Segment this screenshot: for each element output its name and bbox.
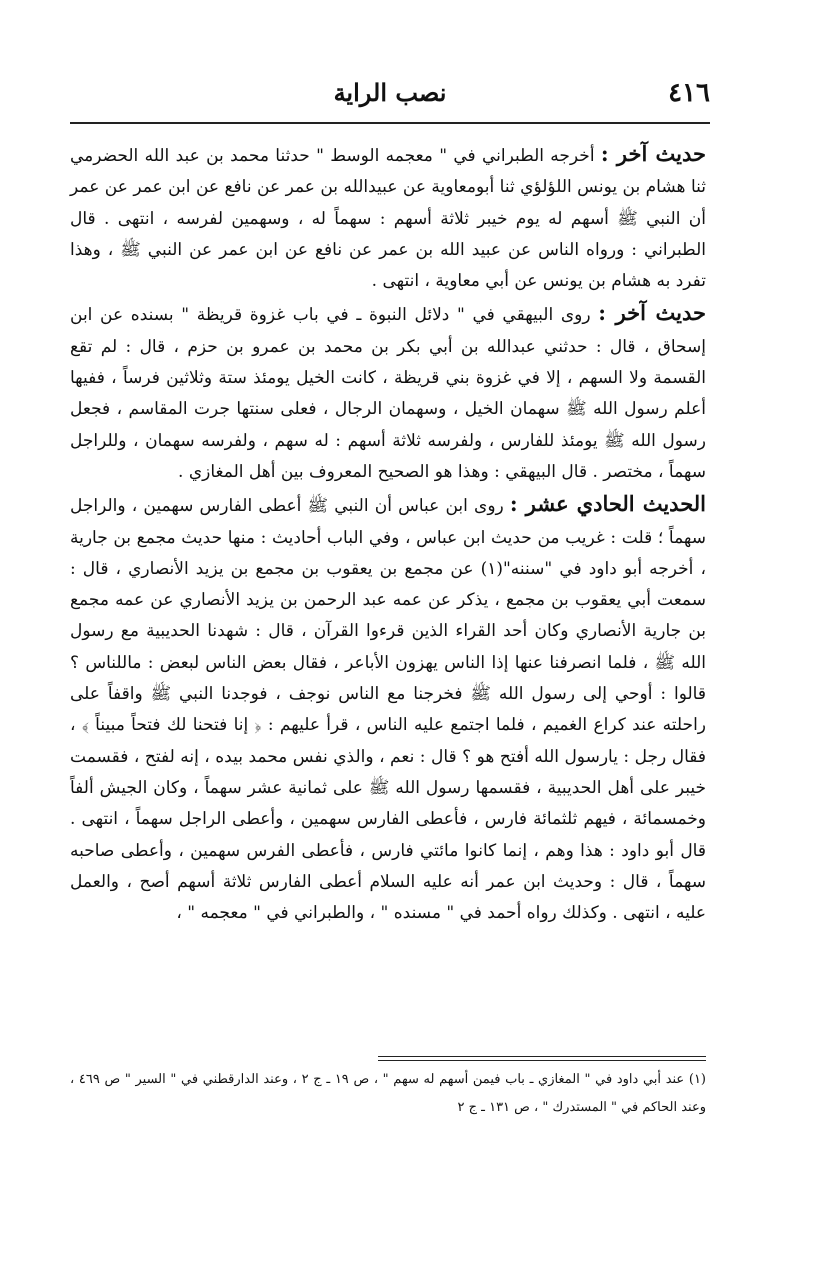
- page-header: [70, 78, 710, 114]
- paragraph-hadith-bayhaqi: [70, 297, 706, 488]
- book-title: نصب الراية: [333, 78, 447, 107]
- paragraph-heading: الحديث الحادي عشر :: [509, 491, 706, 517]
- footnote: (١) عند أبي داود في " المغازي ـ باب فيمن أسهم له سهم " ، ص ١٩ ـ ج ٢ ، وعند الدارقطني في " السير " ص ٤٦٩ ، وعند الحاكم في " المستدرك " ، ص ١٣١ ـ ج ٢: [70, 1072, 706, 1115]
- footnote-divider: [378, 1060, 706, 1061]
- paragraph-heading: حديث آخر :: [598, 300, 707, 326]
- paragraph-body: روى البيهقي في " دلائل النبوة ـ في باب غزوة قريظة " بسنده عن ابن إسحاق ، قال : حدثني عبدالله بن أبي بكر بن محمد بن عمرو بن حزم ، قال : لم تقع القسمة ولا السهم ، إلا في غزوة بني قريظة ، كانت الخيل يومئذ ستة وثلاثين فرساً ، ففيها أعلم رسول الله ﷺ سهمان الخيل ، وسهمان الرجال ، فعلى سنتها جرت المقاسم ، فجعل رسول الله ﷺ يومئذ للفارس ، ولفرسه ثلاثة أسهم : له سهم ، ولفرسه سهمان ، وللراجل سهماً ، مختصر . قال البيهقي : وهذا هو الصحيح المعروف بين أهل المغازي .: [70, 305, 706, 482]
- header-rule: [70, 122, 710, 124]
- paragraph-body: أخرجه الطبراني في " معجمه الوسط " حدثنا محمد بن عبد الله الحضرمي ثنا هشام بن يونس اللؤلؤي ثنا أبومعاوية عن عبيدالله بن عمر عن نافع عن ابن عمر عن عمر أن النبي ﷺ أسهم له يوم خيبر ثلاثة أسهم : سهماً له ، وسهمين لفرسه ، انتهى . قال الطبراني : ورواه الناس عن عبيد الله بن عمر عن نافع عن ابن عمر عن النبي ﷺ ، وهذا تفرد به هشام بن يونس عن أبي معاوية ، انتهى .: [70, 146, 706, 292]
- footnote-divider: [378, 1056, 706, 1057]
- paragraph-body: روى ابن عباس أن النبي ﷺ أعطى الفارس سهمين ، والراجل سهماً ؛ قلت : غريب من حديث ابن عباس ، وفي الباب أحاديث : منها حديث مجمع بن جارية ، أخرجه أبو داود في "سننه"(١) عن مجمع بن يعقوب بن مجمع بن يزيد الأنصاري ، قال : سمعت أبي يعقوب بن مجمع ، يذكر عن عمه عبد الرحمن بن يزيد الأنصاري عن عمه مجمع بن جارية الأنصاري وكان أحد القراء الذين قرءوا القرآن ، قال : شهدنا الحديبية مع رسول الله ﷺ ، فلما انصرفنا عنها إذا الناس يهزون الأباعر ، فقال بعض الناس لبعض : ماللناس ؟ قالوا : أوحي إلى رسول الله ﷺ فخرجنا مع الناس نوجف ، فوجدنا النبي ﷺ واقفاً على راحلته عند كراع الغميم ، فلما اجتمع عليه الناس ، قرأ عليهم : ﴿ إنا فتحنا لك فتحاً مبيناً ﴾ ، فقال رجل : يارسول الله أفتح هو ؟ قال : نعم ، والذي نفس محمد بيده ، إنه لفتح ، فقسمت خيبر على أهل الحديبية ، فقسمها رسول الله ﷺ على ثمانية عشر سهماً ، وكان الجيش ألفاً وخمسمائة ، فيهم ثلثمائة فارس ، فأعطى الفارس سهمين ، وأعطى الراجل سهماً ، انتهى . قال أبو داود : هذا وهم ، إنما كانوا مائتي فارس ، فأعطى الفرس سهمين ، وأعطى صاحبه سهماً ، قال : وحديث ابن عمر أنه عليه السلام أعطى الفارس ثلاثة أسهم أصح ، والعمل عليه ، انتهى . وكذلك رواه أحمد في " مسنده " ، والطبراني في " معجمه " ،: [70, 496, 706, 924]
- paragraph-hadith-tabarani: [70, 138, 706, 297]
- paragraph-heading: حديث آخر :: [600, 141, 706, 166]
- main-text: [70, 138, 706, 929]
- page-number: ٤١٦: [668, 78, 710, 108]
- paragraph-hadith-eleventh: [70, 488, 706, 929]
